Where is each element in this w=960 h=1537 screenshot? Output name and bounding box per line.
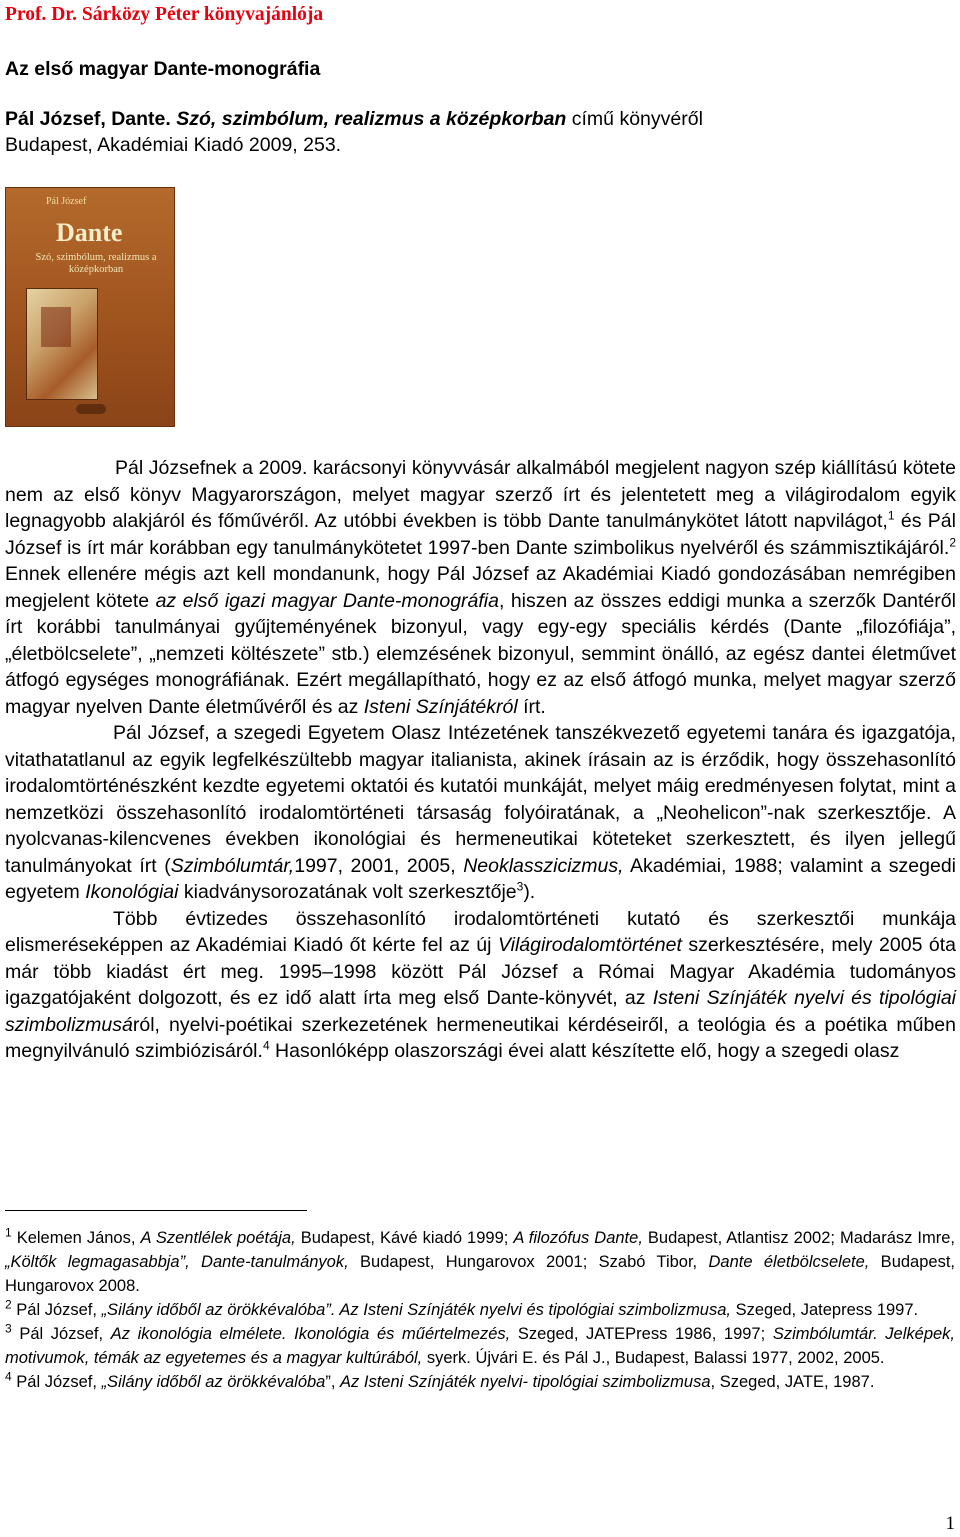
text-run-italic: Szimbólumtár. Jelképek, motivumok, témák az egyetemes és a magyar kultúrából, xyxy=(5,1325,956,1367)
text-run-italic: Isteni Színjáték nyelvi és tipológiai szimbolizmusá xyxy=(5,987,956,1036)
book-author-title: Pál József, Dante. xyxy=(5,108,171,130)
footnote-separator xyxy=(5,1210,307,1211)
text-run: , hiszen az összes eddigi munka a szerzők Dantéről írt korábbi tanulmányai gyűjteményének bizonyul, vagy egy-egy speciális kérdés (Dante „filozófiája”, „életbölcselete”, „nemzeti költészete” stb.) elemzésének bizonyul, semmint önálló, az egész dantei életművet átfogó egységes monográfiának. Ezért megállapítható, hogy ez az első átfogó munka, melyet magyar szerző magyar nyelven Dante életművéről és az xyxy=(5,589,956,718)
text-run-italic: „Silány időből az örökkévalóba”. Az Isteni Színjáték nyelvi és tipológiai szimbolizmusa, xyxy=(101,1301,731,1319)
text-run: Pál József, xyxy=(11,1325,111,1343)
footnote-ref[interactable]: 2 xyxy=(949,535,956,549)
footnote-number: 2 xyxy=(5,1297,12,1312)
text-run: Szeged, JATEPress 1986, 1997; xyxy=(510,1325,773,1343)
text-run-italic: Az ikonológia elmélete. Ikonológia és műértelmezés, xyxy=(110,1325,511,1343)
paragraph xyxy=(5,455,956,720)
text-run: Budapest, Hungarovox 2008. xyxy=(5,1253,955,1295)
paragraph xyxy=(5,720,956,906)
text-run: 1997, 2001, 2005, xyxy=(294,854,464,877)
footnotes xyxy=(5,1226,955,1394)
page-number: 1 xyxy=(945,1513,955,1534)
paragraph xyxy=(5,906,956,1065)
text-run-italic: Az Isteni Színjáték nyelvi- tipológiai szimbolizmusa xyxy=(340,1373,711,1391)
book-citation-line2: Budapest, Akadémiai Kiadó 2009, 253. xyxy=(5,134,342,156)
text-run-italic: Isteni Színjátékról xyxy=(363,695,518,718)
footnote xyxy=(5,1298,955,1322)
cover-illumination xyxy=(26,288,98,400)
text-run: Pál József, xyxy=(11,1373,102,1391)
page-header-title: Prof. Dr. Sárközy Péter könyvajánlója xyxy=(5,4,324,25)
text-run-italic: A Szentlélek poétája, xyxy=(140,1229,296,1247)
book-cover-image xyxy=(5,187,175,427)
text-run: kiadványsorozatának volt szerkesztője xyxy=(178,881,517,903)
text-run: Pál József, a szegedi Egyetem Olasz Intézetének tanszékvezető egyetemi tanára és igazgatója, vitathatatlanul az egyik legfelkészültebb magyar italianista, akinek írásain az is érződik, hogy összehasonlító irodalomtörténészként kezdte egyetemi oktatói és kutatói munkáját, melyet máig eredményesen folytat, mint a nemzetközi összehasonlító irodalomtörténeti társaság folyóiratának, a „Neohelicon”-nak szerkesztője. A nyolcvanas-kilencvenes években ikonológiai és hermeneutikai köteteket szerkesztett, és ilyen jellegű tanulmányokat írt ( xyxy=(5,722,956,877)
footnote xyxy=(5,1226,955,1298)
article-title: Az első magyar Dante-monográfia xyxy=(5,58,321,80)
text-run: szerkesztésére, mely 2005 óta már több kiadást ért meg. 1995–1998 között Pál József a Római Magyar Akadémia tudományos igazgatójaként dolgozott, és ez idő alatt írta meg első Dante-könyvét, az xyxy=(5,934,956,1009)
text-run: Szeged, Jatepress 1997. xyxy=(731,1301,919,1319)
book-citation-tail: című könyvéről xyxy=(571,108,703,130)
footnote-ref[interactable]: 3 xyxy=(516,879,524,894)
text-run: és Pál József is írt már korábban egy tanulmánykötetet 1997-ben Dante szimbolikus nyelvéről és számmisztikájáról. xyxy=(5,510,956,559)
text-run-italic: Ikonológiai xyxy=(85,881,179,903)
text-run: Akadémiai, 1988; valamint a szegedi egyetem xyxy=(5,854,956,903)
text-run: syerk. Újvári E. és Pál J., Budapest, Balassi 1977, 2002, 2005. xyxy=(422,1349,885,1367)
publisher-logo-icon xyxy=(76,404,106,414)
text-run-italic: „Költők legmagasabbja”, Dante-tanulmányok, xyxy=(5,1253,349,1271)
text-run: Budapest, Hungarovox 2001; Szabó Tibor, xyxy=(348,1253,709,1271)
footnote-ref[interactable]: 1 xyxy=(887,508,895,523)
text-run-italic: A filozófus Dante, xyxy=(513,1229,643,1247)
footnote-number: 3 xyxy=(5,1321,12,1336)
cover-author: Pál József xyxy=(46,196,87,207)
book-subtitle: Szó, szimbólum, realizmus a középkorban xyxy=(176,108,567,130)
cover-subtitle: Szó, szimbólum, realizmus a középkorban xyxy=(35,252,157,275)
text-run: írt. xyxy=(517,695,546,718)
text-run-italic: Világirodalomtörténet xyxy=(497,934,682,956)
text-run: , Szeged, JATE, 1987. xyxy=(710,1373,875,1391)
text-run-italic: az első igazi magyar Dante-monográfia xyxy=(155,589,499,612)
cover-title: Dante xyxy=(56,218,123,247)
footnote-number: 1 xyxy=(5,1225,12,1240)
text-run: Pál József, xyxy=(11,1301,102,1319)
text-run: ”, xyxy=(325,1373,341,1391)
text-run-italic: Szimbólumtár, xyxy=(170,854,295,877)
footnote-number: 4 xyxy=(5,1369,12,1384)
text-run: Kelemen János, xyxy=(11,1229,141,1247)
text-run-italic: Neoklasszicizmus, xyxy=(463,854,624,877)
footnote-ref[interactable]: 4 xyxy=(262,1038,270,1053)
text-run: Ennek ellenére mégis azt kell mondanunk, hogy Pál József az Akadémiai Kiadó gondozásában nemrégiben megjelent kötete xyxy=(5,563,956,612)
article-body xyxy=(5,455,956,1065)
text-run-italic: Dante életbölcselete, xyxy=(708,1253,870,1271)
text-run: Pál Józsefnek a 2009. karácsonyi könyvvásár alkalmából megjelent nagyon szép kiállítású kötete nem az első könyv Magyarországon, melyet magyar szerző írt és jelentetett meg a világirodalom egyik legnagyobb alakjáról és főművéről. Az utóbbi években is több Dante tanulmánykötet látott napvilágot, xyxy=(5,457,956,532)
text-run: Több évtizedes összehasonlító irodalomtörténeti kutató és szerkesztői munkája elismeréseképpen az Akadémiai Kiadó őt kérte fel az új xyxy=(5,907,956,956)
text-run: Budapest, Atlantisz 2002; Madarász Imre, xyxy=(642,1229,955,1247)
text-run: ). xyxy=(523,881,536,903)
text-run-italic: „Silány időből az örökkévalóba xyxy=(101,1373,326,1391)
footnote xyxy=(5,1322,955,1370)
text-run: ról, nyelvi-poétikai szerkezetének hermeneutikai kérdéseiről, a teológia és a poétika műben megnyilvánuló szimbiózisáról. xyxy=(5,1013,956,1062)
text-run: Budapest, Kávé kiadó 1999; xyxy=(295,1229,514,1247)
text-run: Hasonlóképp olaszországi évei alatt készítette elő, hogy a szegedi olasz xyxy=(269,1040,900,1062)
book-citation-line1 xyxy=(5,108,703,131)
footnote xyxy=(5,1370,955,1394)
